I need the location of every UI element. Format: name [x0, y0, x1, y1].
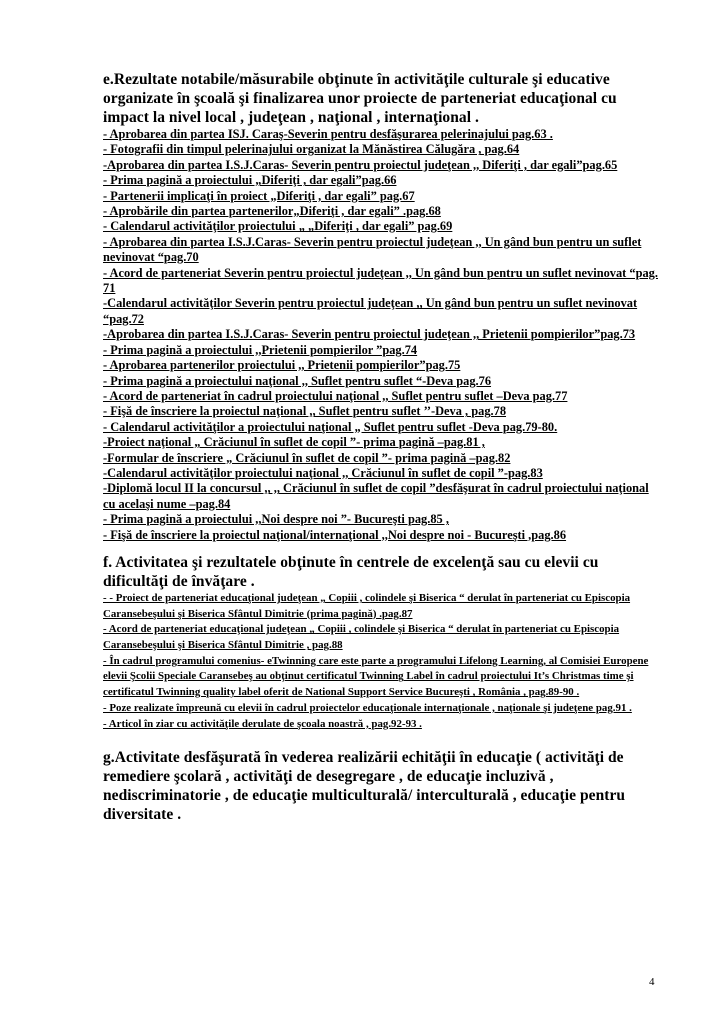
section-g-heading: g.Activitate desfăşurată în vederea realizării echităţii în educaţie ( activităţi de remediere şcolară , activităţi de desegregare , de educaţie incluzivă , nediscriminatorie , de educaţie multiculturală/ interculturală , educaţie pentru diversitate . — [103, 749, 626, 824]
section-f-heading: f. Activitatea şi rezultatele obţinute în centrele de excelenţă sau cu elevii cu dificultăţi de învăţare . — [103, 553, 599, 590]
list-item[interactable]: -Diplomă locul II la concursul ,, ,, Crăciunul în suflet de copil ”desfăşurat în cadrul proiectului naţional cu acelaşi nume –pag.84 — [103, 481, 649, 511]
list-item[interactable]: - Acord de parteneriat în cadrul proiectului naţional ,, Suflet pentru suflet –Deva pag.77 — [103, 388, 568, 403]
list-item[interactable]: - Aprobarea din partea ISJ. Caraş-Severin pentru desfăşurarea pelerinajului pag.63 . — [103, 127, 553, 141]
list-item[interactable]: - Partenerii implicaţi în proiect „Diferiţi , dar egali” pag.67 — [103, 188, 415, 203]
list-item[interactable]: - Calendarul activităţilor a proiectului naţional „ Suflet pentru suflet -Deva pag.79-80. — [103, 419, 558, 434]
list-item[interactable]: - Prima pagină a proiectului ,,Noi despre noi ”- Bucureşti pag.85 , — [103, 512, 449, 527]
list-item[interactable]: -Proiect naţional „ Crăciunul în suflet de copil ”- prima pagină –pag.81 , — [103, 435, 485, 450]
section-f-list — [103, 591, 663, 732]
list-item[interactable]: - Aprobarea partenerilor proiectului ,, Prietenii pompierilor”pag.75 — [103, 358, 461, 373]
page-number: 4 — [649, 976, 655, 988]
list-item[interactable]: - Prima pagină a proiectului „Diferiţi , dar egali”pag.66 — [103, 173, 397, 188]
page-content — [103, 70, 663, 824]
list-item[interactable]: - Prima pagină a proiectului naţional ,, Suflet pentru suflet “-Deva pag.76 — [103, 373, 492, 388]
list-item[interactable]: - Acord de parteneriat Severin pentru proiectul judeţean ,, Un gând bun pentru un suflet nevinovat “pag. 71 — [103, 265, 658, 296]
list-item[interactable]: - Prima pagină a proiectului ,,Prietenii pompierilor ”pag.74 — [103, 342, 418, 357]
list-item[interactable]: - Acord de parteneriat educaţional judeţean „ Copiii , colindele şi Biserica “ derulat în parteneriat cu Episcopia Caransebeşului şi Biserica Sfântul Dimitrie , pag.88 — [103, 623, 620, 652]
list-item[interactable]: -Calendarul activităţilor proiectului naţional ,, Crăciunul în suflet de copil ”-pag.83 — [103, 465, 543, 480]
list-item[interactable]: - Aprobarea din partea I.S.J.Caras- Severin pentru proiectul judeţean ,, Un gând bun pentru un suflet nevinovat “pag.70 — [103, 234, 642, 265]
list-item[interactable]: - Poze realizate împreună cu elevii în cadrul proiectelor educaţionale internaţionale , naţionale şi judeţene pag.91 . — [103, 701, 632, 714]
list-item[interactable]: -Aprobarea din partea I.S.J.Caras- Severin pentru proiectul judeţean ,, Diferiţi , dar egali”pag.65 — [103, 157, 618, 172]
list-item[interactable]: -Formular de înscriere „ Crăciunul în suflet de copil ”- prima pagină –pag.82 — [103, 450, 511, 465]
section-e-list — [103, 127, 663, 543]
list-item[interactable]: - Fişă de înscriere la proiectul naţional ,, Suflet pentru suflet ’’-Deva , pag.78 — [103, 404, 507, 419]
list-item[interactable]: - În cadrul programului comenius- eTwinning care este parte a programului Lifelong Learning, al Comisiei Europene elevii Şcolii Speciale Caransebeş au obţinut certificatul Twinning Label în cadrul proiectului It’s Christmas time şi certificatul Twinning quality label oferit de National Support Service Bucureşti , România , pag.89-90 . — [103, 654, 649, 699]
list-item[interactable]: -Calendarul activităţilor Severin pentru proiectul judeţean ,, Un gând bun pentru un suflet nevinovat “pag.72 — [103, 296, 638, 326]
spacer — [103, 732, 663, 738]
list-item[interactable]: - Articol în ziar cu activităţile derulate de şcoala noastră , pag.92-93 . — [103, 717, 422, 730]
list-item[interactable]: - - Proiect de parteneriat educaţional judeţean „ Copiii , colindele şi Biserica “ derulat în parteneriat cu Episcopia Caransebeşului şi Biserica Sfântul Dimitrie (prima pagină) .pag.87 — [103, 591, 631, 620]
list-item[interactable]: -Aprobarea din partea I.S.J.Caras- Severin pentru proiectul judeţean ,, Prietenii pompierilor”pag.73 — [103, 327, 636, 342]
section-e-heading: e.Rezultate notabile/măsurabile obţinute în activităţile culturale şi educative organizate în şcoală şi finalizarea unor proiecte de parteneriat educaţional cu impact la nivel local , judeţean , naţional , internaţional . — [103, 71, 617, 126]
list-item[interactable]: - Fişă de înscriere la proiectul naţional/internaţional ,,Noi despre noi - Bucureşti ,pag.86 — [103, 527, 567, 542]
list-item[interactable]: - Aprobările din partea partenerilor„Diferiţi , dar egali” .pag.68 — [103, 204, 441, 219]
list-item[interactable]: - Fotografii din timpul pelerinajului organizat la Mănăstirea Călugăra , pag.64 — [103, 142, 520, 157]
list-item[interactable]: - Calendarul activităţilor proiectului „ „Diferiţi , dar egali” pag.69 — [103, 219, 453, 234]
